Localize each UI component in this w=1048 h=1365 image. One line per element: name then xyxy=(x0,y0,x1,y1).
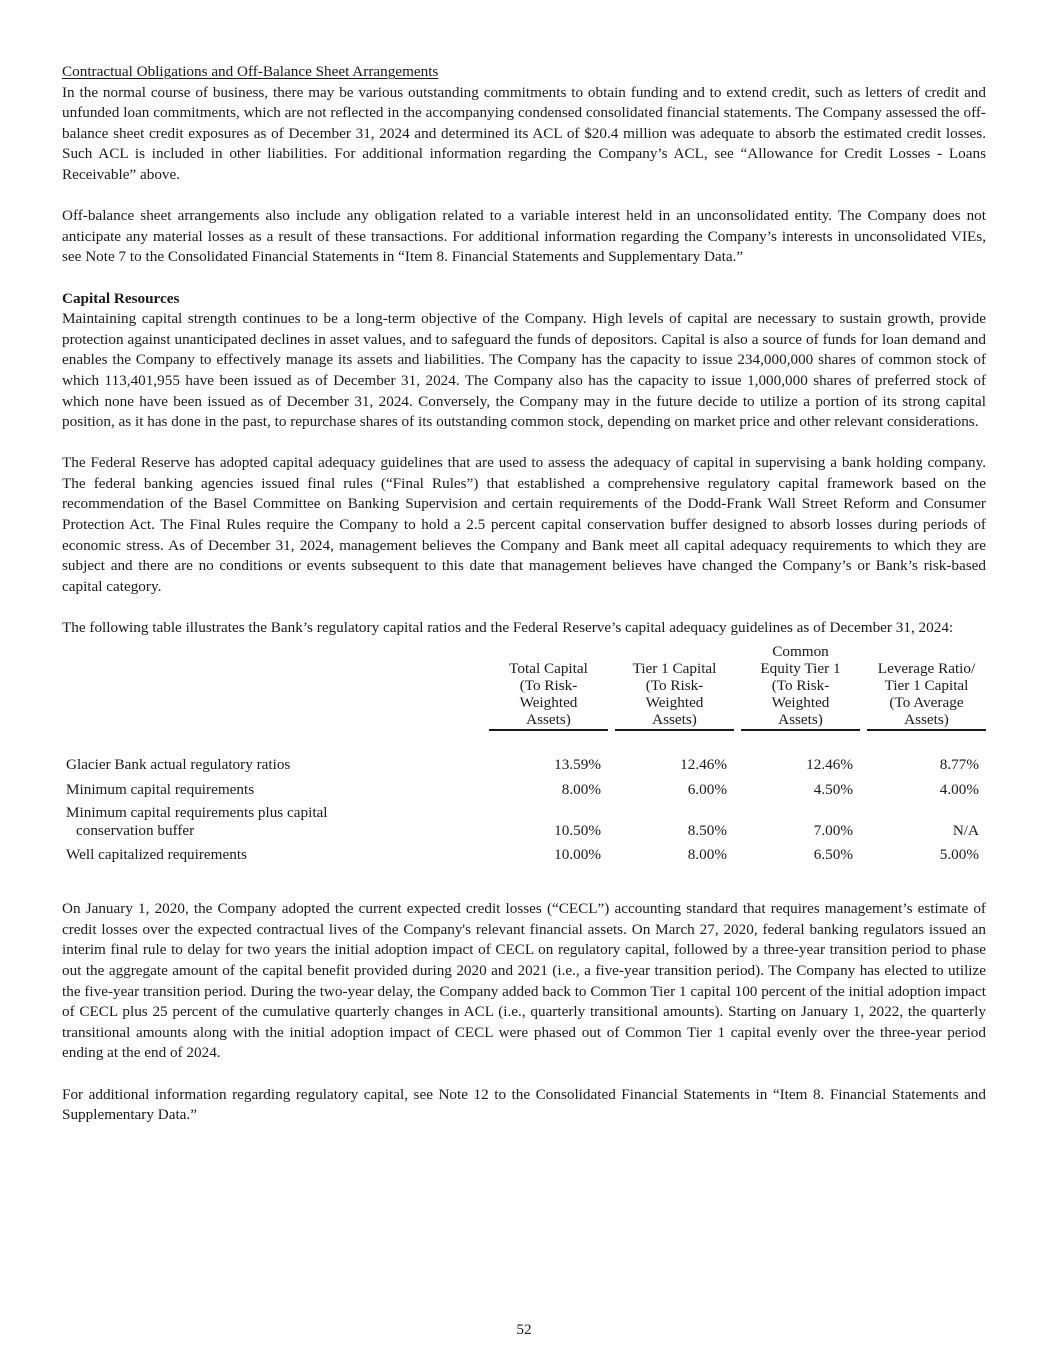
paragraph: The following table illustrates the Bank’s regulatory capital ratios and the Federal Reserve’s capital adequacy guidelines as of December 31, 2024: xyxy=(62,619,954,637)
column-header-tier1-capital: Tier 1 Capital (To Risk- Weighted Assets) xyxy=(615,643,734,731)
column-header-total-capital: Total Capital (To Risk- Weighted Assets) xyxy=(489,643,608,731)
header-rule xyxy=(615,729,734,731)
section-heading-capital: Capital Resources xyxy=(62,289,180,307)
paragraph: The Federal Reserve has adopted capital adequacy guidelines that are used to assess the adequacy of capital in supervising a bank holding company. The federal banking agencies issued final rules (“Final Rules”) that established a comprehensive regulatory capital framework based on the recommendation of the Basel Committee on Banking Supervision and certain requirements of the Dodd-Frank Wall Street Reform and Consumer Protection Act. The Final Rules require the Company to hold a 2.5 percent capital conservation buffer designed to absorb losses during periods of economic stress. As of December 31, 2024, management believes the Company and Bank meet all capital adequacy requirements to which they are subject and there are no conditions or events subsequent to this date that management believes have changed the Company’s or Bank’s risk-based capital category. xyxy=(62,454,986,595)
header-rule xyxy=(741,729,860,731)
capital-ratios-table: Total Capital (To Risk- Weighted Assets) Tier 1 Capital (To Risk- Weighted Assets) Common Equity Tier 1 (To Risk- Weighted Assets) Leverage Ratio/ Tier 1 Capital (To Average Assets) Glacier Bank actual regulatory ratios 13.59% 12.46% 12.46% 8.77% Minimum capital requirements 8.00% 6.00% 4.50% 4.00% Minimum capital requirements plus capital conservation buffer 10.50% 8.50% 7.00% N/A Well capitalized requirements 10.00% 8.00% 6.50% 5.00% xyxy=(62,639,986,879)
column-header-leverage: Leverage Ratio/ Tier 1 Capital (To Average Assets) xyxy=(867,643,986,731)
paragraph: For additional information regarding regulatory capital, see Note 12 to the Consolidated Financial Statements in “Item 8. Financial Statements and Supplementary Data.” xyxy=(62,1085,986,1124)
column-header-cet1: Common Equity Tier 1 (To Risk- Weighted Assets) xyxy=(741,643,860,731)
header-rule xyxy=(489,729,608,731)
paragraph: On January 1, 2020, the Company adopted the current expected credit losses (“CECL”) accounting standard that requires management’s estimate of credit losses over the expected contractual lives of the Company's relevant financial assets. On March 27, 2020, federal banking regulators issued an interim final rule to delay for two years the initial adoption impact of CECL on regulatory capital, followed by a three-year transition period to phase out the aggregate amount of the capital benefit provided during 2020 and 2021 (i.e., a five-year transition period). The Company has elected to utilize the five-year transition period. During the two-year delay, the Company added back to Common Tier 1 capital 100 percent of the initial adoption impact of CECL plus 25 percent of the cumulative quarterly changes in ACL (i.e., quarterly transitional amounts). Starting on January 1, 2022, the quarterly transitional amounts along with the initial adoption impact of CECL were phased out of Common Tier 1 capital evenly over the three-year period ending at the end of 2024. xyxy=(62,900,986,1062)
paragraph: Off-balance sheet arrangements also include any obligation related to a variable interest held in an unconsolidated entity. The Company does not anticipate any material losses as a result of these transactions. For additional information regarding the Company’s interests in unconsolidated VIEs, see Note 7 to the Consolidated Financial Statements in “Item 8. Financial Statements and Supplementary Data.” xyxy=(62,207,986,266)
paragraph: In the normal course of business, there may be various outstanding commitments to obtain funding and to extend credit, such as letters of credit and unfunded loan commitments, which are not reflected in the accompanying condensed consolidated financial statements. The Company assessed the off-balance sheet credit exposures as of December 31, 2024 and determined its ACL of $20.4 million was adequate to absorb the estimated credit losses. Such ACL is included in other liabilities. For additional information regarding the Company’s ACL, see “Allowance for Credit Losses - Loans Receivable” above. xyxy=(62,83,986,183)
paragraph: Maintaining capital strength continues to be a long-term objective of the Company. High levels of capital are necessary to sustain growth, provide protection against unanticipated declines in asset values, and to safeguard the funds of depositors. Capital is also a source of funds for loan demand and enables the Company to effectively manage its assets and liabilities. The Company has the capacity to issue 234,000,000 shares of common stock of which 113,401,955 have been issued as of December 31, 2024. The Company also has the capacity to issue 1,000,000 shares of preferred stock of which none have been issued as of December 31, 2024. Conversely, the Company may in the future decide to utilize a portion of its strong capital position, as it has done in the past, to repurchase shares of its outstanding common stock, depending on market price and other relevant considerations. xyxy=(62,310,986,431)
page-number: 52 xyxy=(516,1321,532,1338)
section-heading-contractual: Contractual Obligations and Off-Balance Sheet Arrangements xyxy=(62,63,439,80)
header-rule xyxy=(867,729,986,731)
document-page xyxy=(62,62,986,1126)
